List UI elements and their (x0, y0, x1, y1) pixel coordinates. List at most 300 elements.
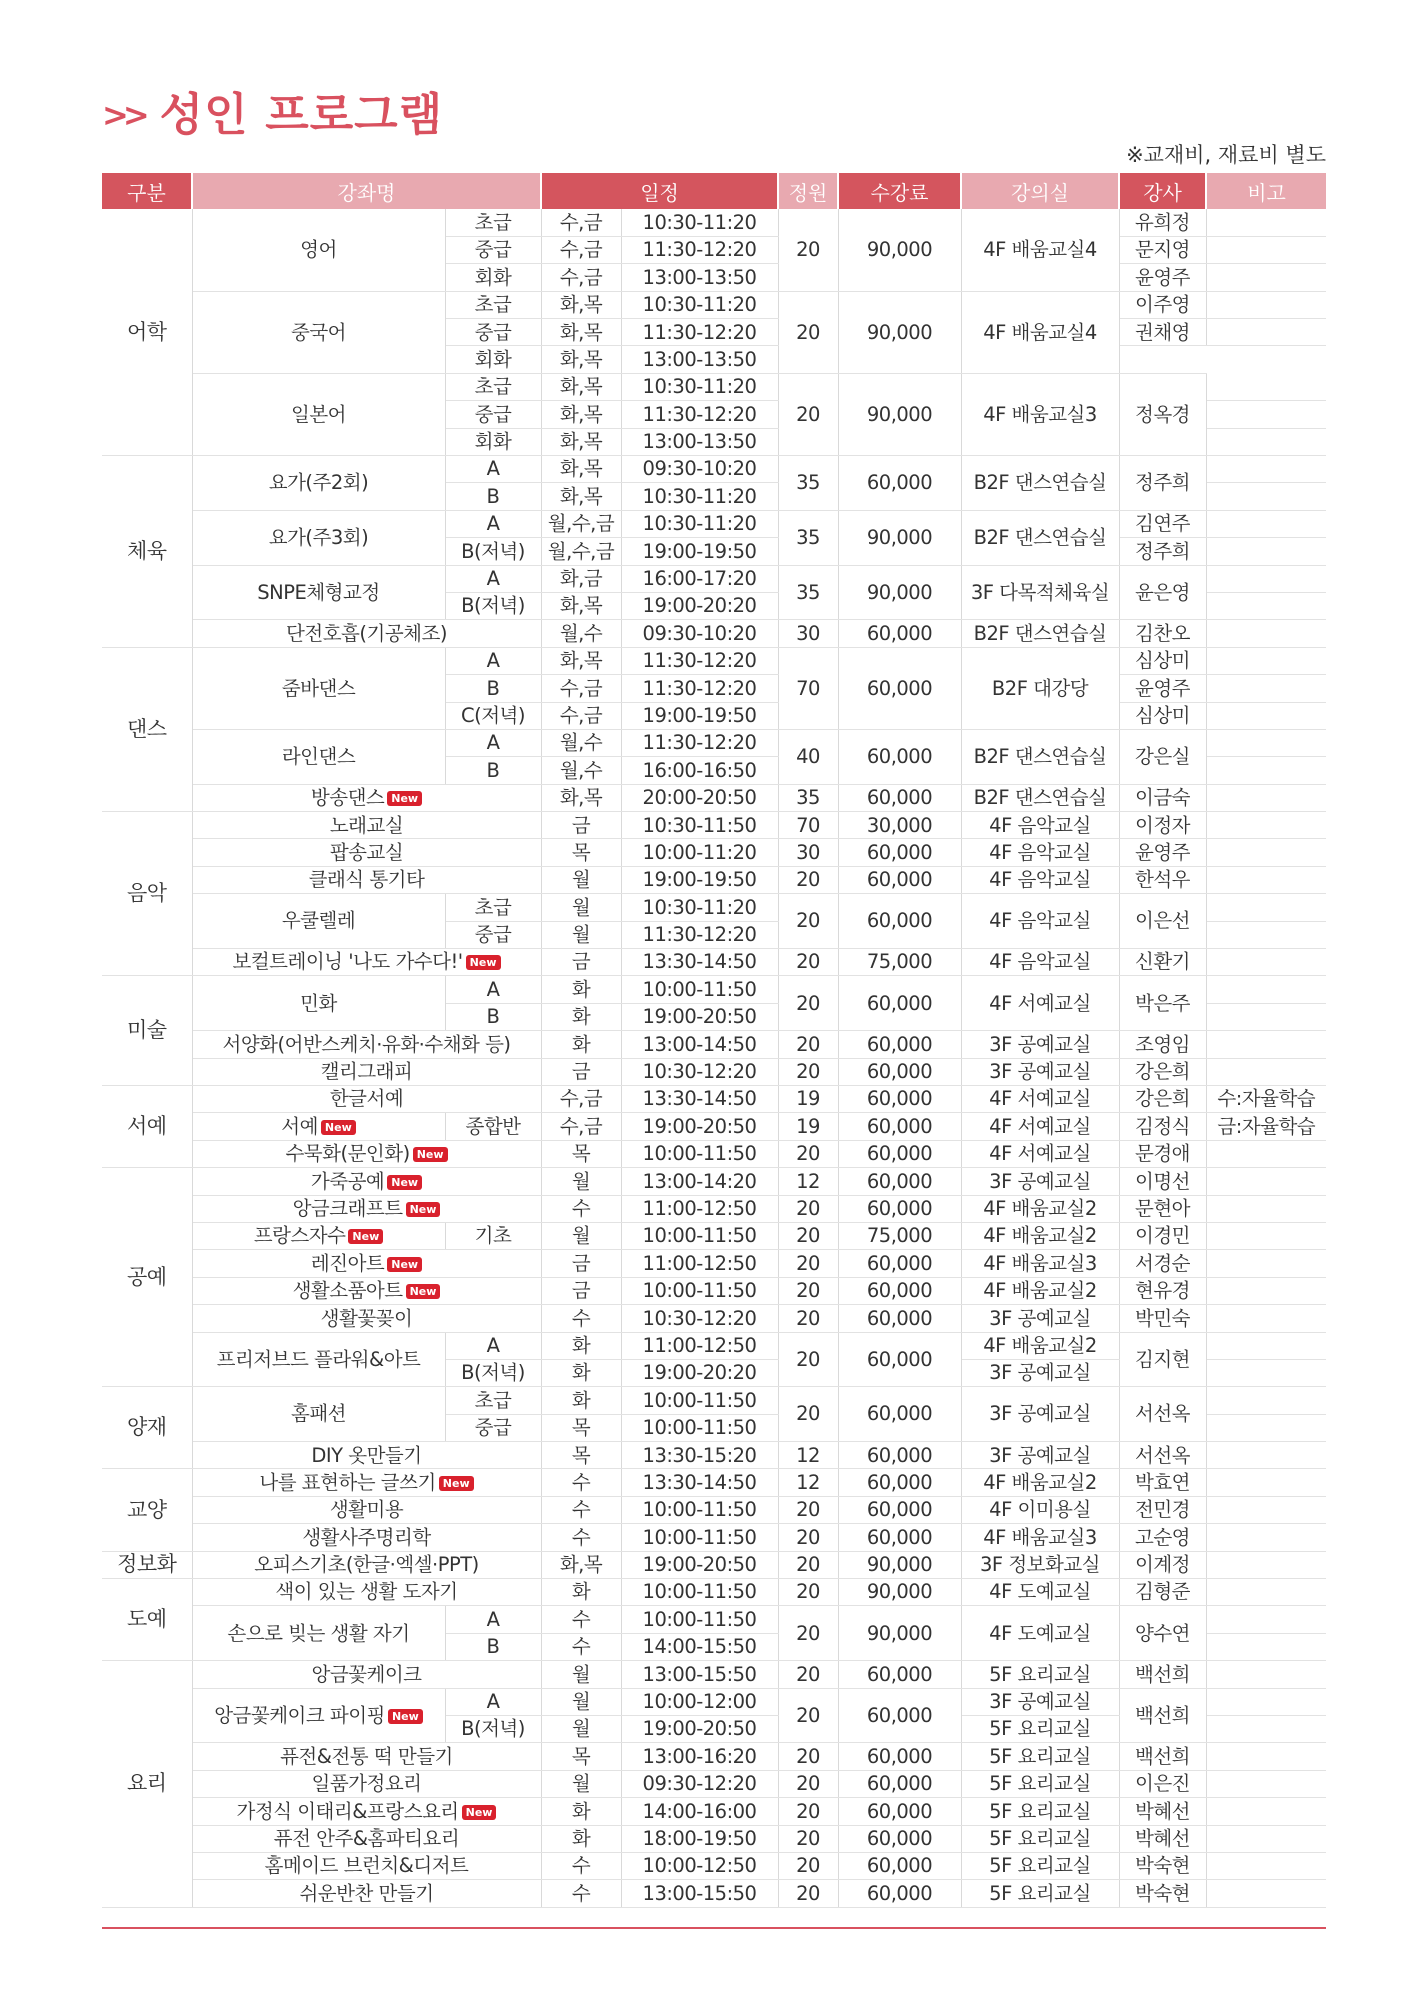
course-days: 화,목 (541, 483, 621, 510)
course-days: 월 (541, 894, 621, 921)
remarks (1206, 1031, 1326, 1058)
table-row (102, 1140, 1326, 1167)
category-cell: 공예 (102, 1168, 192, 1387)
table-row (102, 1606, 1326, 1633)
classroom: 3F 공예교실 (961, 1305, 1119, 1332)
course-days: 화,목 (541, 346, 621, 373)
course-days: 화 (541, 1332, 621, 1359)
classroom: 5F 요리교실 (961, 1852, 1119, 1879)
course-time: 11:30-12:20 (621, 647, 778, 674)
classroom: 4F 서예교실 (961, 1113, 1119, 1140)
course-name (192, 620, 541, 647)
classroom: 4F 이미용실 (961, 1496, 1119, 1523)
course-name (192, 949, 541, 976)
remarks (1206, 1715, 1326, 1742)
table-row (102, 1195, 1326, 1222)
course-name (192, 1031, 541, 1058)
course-name-text: 단전호흡(기공체조) (286, 621, 447, 645)
course-level: C(저녁) (445, 702, 541, 729)
course-days: 수 (541, 1305, 621, 1332)
remarks (1206, 1770, 1326, 1797)
page-title (102, 88, 444, 141)
course-time: 16:00-16:50 (621, 757, 778, 784)
instructor: 유희정 (1119, 209, 1206, 236)
course-level: B (445, 1003, 541, 1030)
fee: 60,000 (838, 1442, 961, 1469)
course-days: 수,금 (541, 209, 621, 236)
course-name-text: 라인댄스 (281, 745, 356, 769)
course-time: 09:30-10:20 (621, 620, 778, 647)
course-time: 10:00-11:50 (621, 1524, 778, 1551)
table-row (102, 1661, 1326, 1688)
classroom: 4F 도예교실 (961, 1606, 1119, 1661)
course-time: 14:00-15:50 (621, 1633, 778, 1660)
instructor: 정주희 (1119, 456, 1206, 511)
remarks (1206, 647, 1326, 674)
course-name (192, 1852, 541, 1879)
remarks (1206, 812, 1326, 839)
classroom: B2F 댄스연습실 (961, 510, 1119, 565)
category-cell: 정보화 (102, 1551, 192, 1578)
course-days: 화,목 (541, 1551, 621, 1578)
course-time: 09:30-12:20 (621, 1770, 778, 1797)
course-time: 10:30-11:20 (621, 894, 778, 921)
fee: 60,000 (838, 1168, 961, 1195)
course-days: 화,목 (541, 592, 621, 619)
course-name (192, 1277, 541, 1304)
fee: 90,000 (838, 373, 961, 455)
course-level: 중급 (445, 236, 541, 263)
course-days: 화,목 (541, 784, 621, 811)
fee: 60,000 (838, 1031, 961, 1058)
course-name (192, 1222, 445, 1249)
remarks (1206, 976, 1326, 1003)
table-row (102, 1579, 1326, 1606)
table-row (102, 620, 1326, 647)
course-time: 10:00-11:50 (621, 1579, 778, 1606)
fee: 60,000 (838, 1250, 961, 1277)
table-row (102, 949, 1326, 976)
course-name-text: SNPE체형교정 (257, 580, 380, 604)
instructor: 김지현 (1119, 1332, 1206, 1387)
fee: 90,000 (838, 565, 961, 620)
remarks (1206, 1524, 1326, 1551)
capacity: 20 (778, 1140, 838, 1167)
category-cell: 요리 (102, 1661, 192, 1908)
fee: 60,000 (838, 1140, 961, 1167)
classroom: 4F 배움교실2 (961, 1222, 1119, 1249)
course-name-text: 일품가정요리 (311, 1772, 422, 1796)
remarks (1206, 510, 1326, 537)
course-name (192, 1332, 445, 1387)
course-days: 월,수 (541, 757, 621, 784)
course-days: 화,목 (541, 291, 621, 318)
course-name (192, 894, 445, 949)
course-days: 수,금 (541, 702, 621, 729)
course-name-text: 클래식 통기타 (308, 868, 425, 892)
classroom: 4F 배움교실2 (961, 1469, 1119, 1496)
table-row (102, 839, 1326, 866)
capacity: 20 (778, 1031, 838, 1058)
instructor: 이정자 (1119, 812, 1206, 839)
remarks (1206, 1332, 1326, 1359)
instructor: 현유경 (1119, 1277, 1206, 1304)
remarks (1206, 1633, 1326, 1660)
category-cell: 도예 (102, 1579, 192, 1661)
course-time: 10:00-11:50 (621, 1606, 778, 1633)
instructor: 강은희 (1119, 1086, 1206, 1113)
course-name-text: 줌바댄스 (281, 676, 356, 700)
capacity: 12 (778, 1168, 838, 1195)
course-level: A (445, 1688, 541, 1715)
course-name (192, 1551, 541, 1578)
course-name-text: 가죽공예 (310, 1169, 385, 1193)
instructor: 양수연 (1119, 1606, 1206, 1661)
fee: 60,000 (838, 894, 961, 949)
capacity: 20 (778, 949, 838, 976)
remarks (1206, 373, 1326, 400)
instructor: 김형준 (1119, 1579, 1206, 1606)
header-room: 강의실 (961, 173, 1119, 209)
remarks (1206, 1579, 1326, 1606)
classroom: 3F 공예교실 (961, 1058, 1119, 1085)
fee: 60,000 (838, 1086, 961, 1113)
course-time: 19:00-20:20 (621, 1359, 778, 1386)
capacity: 70 (778, 647, 838, 729)
course-time: 13:00-13:50 (621, 346, 778, 373)
instructor: 이금숙 (1119, 784, 1206, 811)
table-row (102, 1387, 1326, 1414)
course-name (192, 1798, 541, 1825)
classroom: B2F 댄스연습실 (961, 729, 1119, 784)
new-badge: New (321, 1120, 356, 1135)
capacity: 20 (778, 1798, 838, 1825)
remarks (1206, 894, 1326, 921)
new-badge: New (462, 1805, 497, 1820)
course-days: 수 (541, 1195, 621, 1222)
classroom: 4F 배움교실3 (961, 1250, 1119, 1277)
new-badge: New (348, 1229, 383, 1244)
capacity: 20 (778, 894, 838, 949)
course-name (192, 1880, 541, 1907)
course-name (192, 565, 445, 620)
header-capacity: 정원 (778, 173, 838, 209)
course-name (192, 373, 445, 455)
header-category: 구분 (102, 173, 192, 209)
classroom: 4F 음악교실 (961, 894, 1119, 949)
course-time: 09:30-10:20 (621, 456, 778, 483)
course-days: 화 (541, 1825, 621, 1852)
fee: 75,000 (838, 1222, 961, 1249)
table-row (102, 784, 1326, 811)
course-name-text: 앙금꽃케이크 파이핑 (214, 1703, 385, 1727)
course-name-text: 요가(주2회) (268, 471, 369, 495)
course-days: 수,금 (541, 1086, 621, 1113)
course-level: 중급 (445, 1414, 541, 1441)
course-days: 화,목 (541, 456, 621, 483)
classroom: 3F 정보화교실 (961, 1551, 1119, 1578)
course-time: 16:00-17:20 (621, 565, 778, 592)
table-row (102, 1825, 1326, 1852)
course-name-text: 방송댄스 (310, 786, 385, 810)
course-days: 화,목 (541, 319, 621, 346)
course-time: 13:00-14:20 (621, 1168, 778, 1195)
capacity: 20 (778, 1743, 838, 1770)
course-name (192, 812, 541, 839)
classroom: 5F 요리교실 (961, 1798, 1119, 1825)
remarks (1206, 236, 1326, 263)
course-name (192, 1442, 541, 1469)
course-days: 수,금 (541, 675, 621, 702)
fee: 75,000 (838, 949, 961, 976)
course-time: 11:30-12:20 (621, 729, 778, 756)
table-header (102, 173, 1326, 209)
course-time: 19:00-19:50 (621, 702, 778, 729)
fee: 90,000 (838, 1606, 961, 1661)
remarks (1206, 921, 1326, 948)
capacity: 19 (778, 1113, 838, 1140)
table-row (102, 1113, 1326, 1140)
classroom: 4F 도예교실 (961, 1579, 1119, 1606)
classroom: 4F 서예교실 (961, 976, 1119, 1031)
course-time: 18:00-19:50 (621, 1825, 778, 1852)
course-name (192, 456, 445, 511)
remarks (1206, 1277, 1326, 1304)
fee: 60,000 (838, 976, 961, 1031)
course-name-text: 오피스기초(한글·엑셀·PPT) (254, 1553, 479, 1577)
course-time: 19:00-20:50 (621, 1715, 778, 1742)
instructor: 심상미 (1119, 647, 1206, 674)
course-days: 월 (541, 1661, 621, 1688)
capacity: 20 (778, 1058, 838, 1085)
table-row (102, 1469, 1326, 1496)
new-badge: New (388, 1709, 423, 1724)
instructor: 정주희 (1119, 538, 1206, 565)
header-course: 강좌명 (192, 173, 541, 209)
course-name (192, 1113, 445, 1140)
course-name-text: 쉬운반찬 만들기 (299, 1881, 434, 1905)
course-days: 화 (541, 1798, 621, 1825)
course-time: 10:00-11:50 (621, 1387, 778, 1414)
fee: 60,000 (838, 456, 961, 511)
course-name-text: 생활꽃꽂이 (320, 1306, 413, 1330)
course-days: 금 (541, 1058, 621, 1085)
instructor: 신환기 (1119, 949, 1206, 976)
remarks (1206, 1551, 1326, 1578)
course-name (192, 291, 445, 373)
remarks (1206, 866, 1326, 893)
remarks (1206, 1414, 1326, 1441)
category-cell: 미술 (102, 976, 192, 1086)
table-row (102, 291, 1326, 318)
course-time: 13:00-15:50 (621, 1661, 778, 1688)
new-badge: New (387, 1257, 422, 1272)
capacity: 30 (778, 620, 838, 647)
classroom: B2F 대강당 (961, 647, 1119, 729)
course-name (192, 1140, 541, 1167)
course-time: 10:30-12:20 (621, 1305, 778, 1332)
course-name-text: 프랑스자수 (253, 1224, 346, 1248)
course-name-text: 홈메이드 브런치&디저트 (264, 1854, 469, 1878)
course-name (192, 1743, 541, 1770)
course-name (192, 1661, 541, 1688)
instructor: 이주영 (1119, 291, 1206, 318)
course-level: B (445, 675, 541, 702)
course-days: 화 (541, 1359, 621, 1386)
course-level: B (445, 757, 541, 784)
capacity: 20 (778, 1387, 838, 1442)
course-days: 화,목 (541, 373, 621, 400)
remarks (1206, 1442, 1326, 1469)
course-time: 13:30-15:20 (621, 1442, 778, 1469)
course-name-text: 우쿨렐레 (281, 909, 356, 933)
capacity: 19 (778, 1086, 838, 1113)
fee: 60,000 (838, 620, 961, 647)
course-days: 화,금 (541, 565, 621, 592)
course-level: 회화 (445, 346, 541, 373)
course-name-text: 노래교실 (329, 813, 404, 837)
instructor: 이명선 (1119, 1168, 1206, 1195)
instructor: 조영임 (1119, 1031, 1206, 1058)
course-time: 10:30-11:20 (621, 373, 778, 400)
course-name-text: 색이 있는 생활 도자기 (275, 1580, 458, 1604)
course-name-text: 생활사주명리학 (302, 1525, 431, 1549)
instructor: 고순영 (1119, 1524, 1206, 1551)
capacity: 20 (778, 1688, 838, 1743)
header-remarks: 비고 (1206, 173, 1326, 209)
capacity: 35 (778, 565, 838, 620)
page-title-text: 성인 프로그램 (159, 88, 444, 141)
course-days: 수 (541, 1524, 621, 1551)
table-row (102, 1305, 1326, 1332)
course-time: 13:30-14:50 (621, 1086, 778, 1113)
course-name-text: 서예 (281, 1114, 318, 1138)
capacity: 20 (778, 1551, 838, 1578)
course-name-text: 가정식 이태리&프랑스요리 (236, 1799, 459, 1823)
classroom: 4F 서예교실 (961, 1140, 1119, 1167)
capacity: 20 (778, 291, 838, 373)
course-days: 목 (541, 839, 621, 866)
course-level: B (445, 1633, 541, 1660)
capacity: 20 (778, 1222, 838, 1249)
classroom: 4F 배움교실3 (961, 1524, 1119, 1551)
course-time: 19:00-19:50 (621, 866, 778, 893)
course-time: 10:00-11:50 (621, 1496, 778, 1523)
course-name (192, 510, 445, 565)
course-name (192, 1524, 541, 1551)
table-row (102, 1031, 1326, 1058)
course-time: 13:00-14:50 (621, 1031, 778, 1058)
table-row (102, 1058, 1326, 1085)
course-days: 수 (541, 1496, 621, 1523)
header-fee: 수강료 (838, 173, 961, 209)
course-time: 10:00-12:00 (621, 1688, 778, 1715)
table-row (102, 1442, 1326, 1469)
new-badge: New (387, 791, 422, 806)
course-days: 수,금 (541, 1113, 621, 1140)
category-cell: 교양 (102, 1469, 192, 1551)
instructor: 서선옥 (1119, 1387, 1206, 1442)
course-name (192, 1195, 541, 1222)
course-days: 수 (541, 1880, 621, 1907)
course-name (192, 647, 445, 729)
header-schedule: 일정 (541, 173, 778, 209)
course-name-text: 팝송교실 (329, 840, 404, 864)
course-days: 금 (541, 812, 621, 839)
instructor: 윤영주 (1119, 839, 1206, 866)
course-name-text: 보컬트레이닝 '나도 가수다!' (232, 950, 463, 974)
classroom: 3F 공예교실 (961, 1031, 1119, 1058)
fee: 60,000 (838, 1332, 961, 1387)
course-name-text: 앙금크래프트 (292, 1197, 403, 1220)
category-cell: 어학 (102, 209, 192, 456)
course-level: A (445, 565, 541, 592)
capacity: 20 (778, 1250, 838, 1277)
instructor: 김연주 (1119, 510, 1206, 537)
fee: 60,000 (838, 866, 961, 893)
remarks (1206, 319, 1326, 346)
fee: 60,000 (838, 1277, 961, 1304)
fee: 60,000 (838, 1852, 961, 1879)
course-level: B(저녁) (445, 1359, 541, 1386)
course-time: 10:30-11:20 (621, 510, 778, 537)
remarks (1206, 1606, 1326, 1633)
course-days: 월 (541, 1222, 621, 1249)
course-name-text: 캘리그래피 (320, 1060, 413, 1084)
table-row (102, 1798, 1326, 1825)
course-days: 월 (541, 1688, 621, 1715)
capacity: 20 (778, 1852, 838, 1879)
capacity: 20 (778, 1524, 838, 1551)
remarks (1206, 1688, 1326, 1715)
remarks (1206, 1798, 1326, 1825)
course-time: 10:00-11:50 (621, 976, 778, 1003)
course-time: 10:00-11:50 (621, 1277, 778, 1304)
course-days: 화 (541, 976, 621, 1003)
course-name (192, 1688, 445, 1743)
classroom: 3F 공예교실 (961, 1387, 1119, 1442)
fee: 60,000 (838, 839, 961, 866)
course-days: 월 (541, 866, 621, 893)
table-row (102, 1743, 1326, 1770)
course-days: 목 (541, 1140, 621, 1167)
course-level: A (445, 1606, 541, 1633)
capacity: 20 (778, 1496, 838, 1523)
course-level: 초급 (445, 373, 541, 400)
course-days: 수,금 (541, 264, 621, 291)
fee: 60,000 (838, 1195, 961, 1222)
category-cell: 댄스 (102, 647, 192, 811)
course-days: 월 (541, 1715, 621, 1742)
remarks (1206, 675, 1326, 702)
course-name (192, 1305, 541, 1332)
table-row (102, 456, 1326, 483)
capacity: 20 (778, 866, 838, 893)
remarks (1206, 1880, 1326, 1907)
remarks (1206, 1250, 1326, 1277)
classroom: 4F 음악교실 (961, 949, 1119, 976)
classroom: 4F 음악교실 (961, 812, 1119, 839)
course-time: 13:30-14:50 (621, 1469, 778, 1496)
course-days: 금 (541, 1277, 621, 1304)
table-row (102, 812, 1326, 839)
fee: 60,000 (838, 1305, 961, 1332)
course-level: 중급 (445, 319, 541, 346)
course-name-text: 프리저브드 플라워&아트 (216, 1347, 421, 1371)
instructor: 이은진 (1119, 1770, 1206, 1797)
remarks (1206, 949, 1326, 976)
fee: 90,000 (838, 1551, 961, 1578)
